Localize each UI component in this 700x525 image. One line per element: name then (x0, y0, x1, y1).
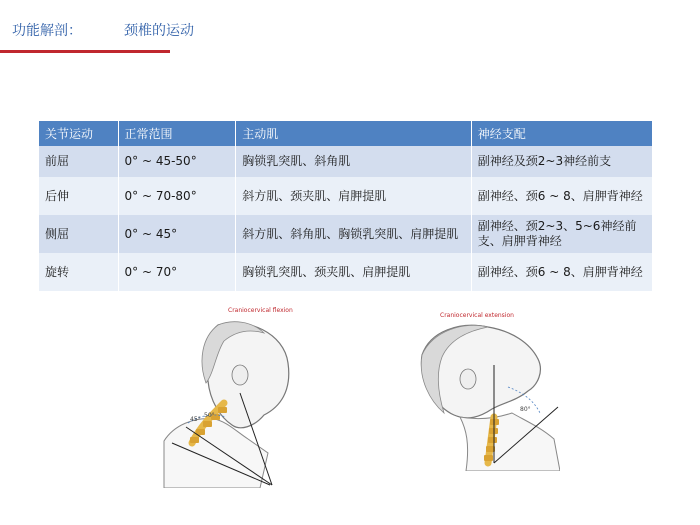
cell-range: 0° ~ 70-80° (118, 177, 236, 215)
col-header-range: 正常范围 (118, 121, 236, 146)
cell-muscles: 斜方肌、颈夹肌、肩胛提肌 (236, 177, 472, 215)
table-row (39, 146, 653, 177)
ear-shape (232, 365, 248, 385)
header-underline (0, 50, 170, 53)
flexion-illustration (160, 303, 310, 488)
cell-muscles: 胸锁乳突肌、斜角肌 (236, 146, 472, 177)
extension-angle: 80° (520, 406, 531, 413)
flexion-angle-a: 45° (190, 416, 201, 423)
flexion-caption: Craniocervical flexion (228, 307, 293, 314)
cell-range: 0° ~ 70° (118, 253, 236, 291)
torso-outline (460, 413, 560, 471)
extension-caption: Craniocervical extension (440, 312, 514, 319)
cell-motion: 后伸 (39, 177, 118, 215)
cell-nerves: 副神经、颈6 ~ 8、肩胛背神经 (471, 253, 652, 291)
col-header-motion: 关节运动 (39, 121, 118, 146)
page-header (12, 18, 194, 42)
table-header-row (39, 121, 653, 146)
cell-muscles: 斜方肌、斜角肌、胸锁乳突肌、肩胛提肌 (236, 215, 472, 253)
header-label: 功能解剖： (12, 23, 82, 39)
table-row (39, 177, 653, 215)
table-row (39, 215, 653, 253)
page-title: 颈椎的运动 (124, 23, 194, 39)
flexion-angle-b: 50° (204, 412, 215, 419)
cell-motion: 侧屈 (39, 215, 118, 253)
col-header-nerves: 神经支配 (471, 121, 652, 146)
extension-illustration (408, 309, 560, 471)
cell-motion: 前屈 (39, 146, 118, 177)
cell-nerves: 副神经及颈2~3神经前支 (471, 146, 652, 177)
cell-motion: 旋转 (39, 253, 118, 291)
cell-range: 0° ~ 45° (118, 215, 236, 253)
cell-range: 0° ~ 45-50° (118, 146, 236, 177)
cell-nerves: 副神经、颈2~3、5~6神经前支、肩胛背神经 (471, 215, 652, 253)
table-row (39, 253, 653, 291)
cell-nerves: 副神经、颈6 ~ 8、肩胛背神经 (471, 177, 652, 215)
ear-shape (460, 369, 476, 389)
motion-table (39, 121, 653, 291)
col-header-muscles: 主动肌 (236, 121, 472, 146)
cell-muscles: 胸锁乳突肌、颈夹肌、肩胛提肌 (236, 253, 472, 291)
